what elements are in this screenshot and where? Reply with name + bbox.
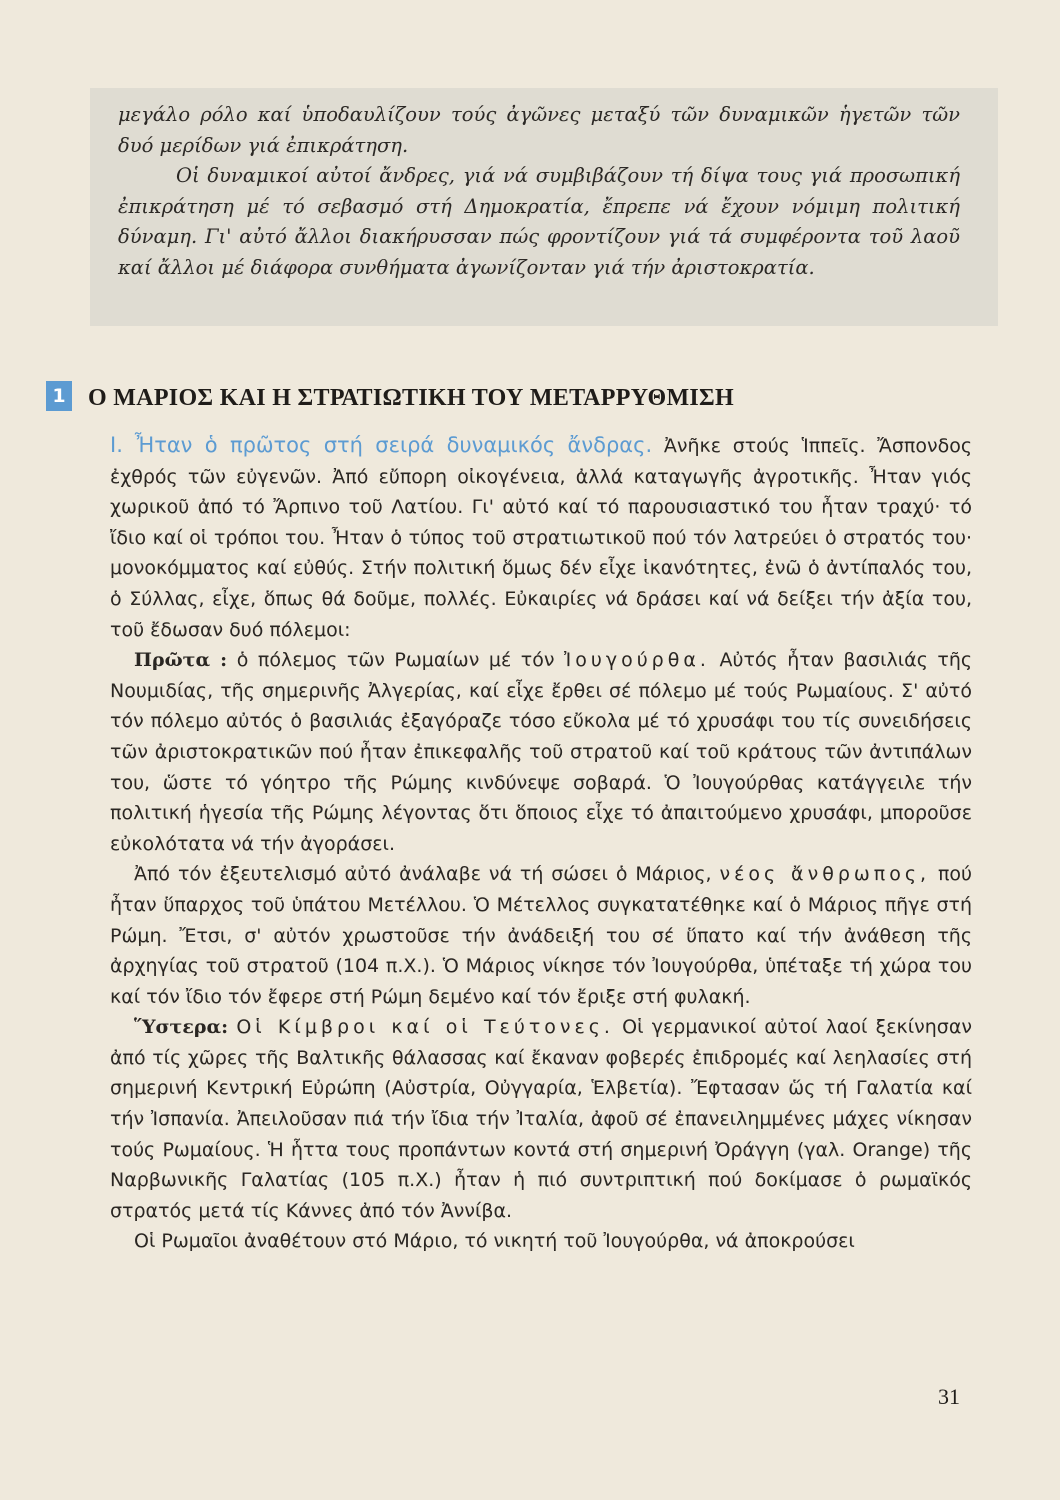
section-number-badge: 1 [46,381,72,411]
intro-paragraph: μεγάλο ρόλο καί ὑποδαυλίζουν τούς ἀγῶνες μεταξύ τῶν δυναμικῶν ἡγετῶν τῶν δυό μερίδων γιά ἐπικράτηση. [118,103,960,157]
paragraph-label: Πρῶτα : [134,649,228,672]
body-text [110,430,972,1257]
intro-paragraph: Οἱ δυναμικοί αὐτοί ἄνδρες, γιά νά συμβιβάζουν τή δίψα τους γιά προσωπική ἐπικράτηση μέ τό σεβασμό στή Δημοκρατία, ἔπρεπε νά ἔχουν νόμιμη πολιτική δύναμη. Γι' αὐτό ἄλλοι διακήρυσσαν πώς φροντίζουν γιά τά συμφέροντα τοῦ λαοῦ καί ἄλλοι μέ διάφορα συνθήματα ἀγωνίζονταν γιά τήν ἀριστοκρατία. [118,164,960,279]
paragraph-text: ὁ πόλεμος τῶν Ρωμαίων μέ τόν [236,649,555,672]
lead-sentence: Ἦταν ὁ πρῶτος στή σειρά δυναμικός ἄνδρας. [134,433,653,457]
body-paragraph [110,859,972,1012]
paragraph-text: Ἀπό τόν ἐξευτελισμό αὐτό ἀνάλαβε νά τή σώσει ὁ Μάριος, [134,863,712,886]
spaced-phrase: νέος ἄνθρωπος, [719,863,931,886]
paragraph-label: Ὕστερα: [134,1016,229,1039]
body-paragraph [110,645,972,859]
paragraph-text: Ἀνῆκε στούς Ἱππεῖς. Ἄσπονδος ἐχθρός τῶν εὐγενῶν. Ἀπό εὔπορη οἰκογένεια, ἀλλά καταγωγῆς ἀγροτικῆς. Ἦταν γιός χωρικοῦ ἀπό τό Ἄρπινο τοῦ Λατίου. Γι' αὐτό καί τό παρουσιαστικό του ἦταν τραχύ· τό ἴδιο καί οἱ τρόποι του. Ἦταν ὁ τύπος τοῦ στρατιωτικοῦ πού τόν λατρεύει ὁ στρατός του· μονοκόμματος καί εὐθύς. Στήν πολιτική ὅμως δέν εἶχε ἱκανότητες, ἐνῶ ὁ ἀντίπαλός του, ὁ Σύλλας, εἶχε, ὅπως θά δοῦμε, πολλές. Εὐκαιρίες νά δράσει καί νά δείξει τήν ἀξία του, τοῦ ἔδωσαν δυό πόλεμοι: [110,435,972,641]
spaced-phrase: Οἱ Κίμβροι καί οἱ Τεύτονες. [236,1016,614,1039]
body-paragraph [110,1012,972,1226]
paragraph-text: Οἱ γερμανικοί αὐτοί λαοί ξεκίνησαν ἀπό τίς χῶρες τῆς Βαλτικῆς θάλασσας καί ἔκαναν φοβερές ἐπιδρομές καί λεηλασίες στή σημερινή Κεντρική Εὐρώπη (Αὐστρία, Οὐγγαρία, Ἑλβετία). Ἔφτασαν ὥς τή Γαλατία καί τήν Ἰσπανία. Ἀπειλοῦσαν πιά τήν ἴδια τήν Ἰταλία, ἀφοῦ σέ ἐπανειλημμένες μάχες νίκησαν τούς Ρωμαίους. Ἡ ἧττα τους προπάντων κοντά στή σημερινή Ὀράγγη (γαλ. Orange) τῆς Ναρβωνικῆς Γαλατίας (105 π.Χ.) ἦταν ἡ πιό συντριπτική πού δοκίμασε ὁ ρωμαϊκός στρατός μετά τίς Κάννες ἀπό τόν Ἀννίβα. [110,1016,972,1222]
paragraph-number: I. [110,433,123,457]
spaced-name: Ἰουγούρθα. [563,649,710,672]
paragraph-text: πού ἦταν ὕπαρχος τοῦ ὑπάτου Μετέλλου. Ὁ Μέτελλος συγκατατέθηκε καί ὁ Μάριος πῆγε στή Ρώμη. Ἔτσι, σ' αὐτόν χρωστοῦσε τήν ἀνάδειξή του σέ ὕπατο καί τήν ἀνάθεση τῆς ἀρχηγίας τοῦ στρατοῦ (104 π.Χ.). Ὁ Μάριος νίκησε τόν Ἰουγούρθα, ὑπέταξε τή χώρα του καί τόν ἴδιο τόν ἔφερε στή Ρώμη δεμένο καί τόν ἔριξε στή φυλακή. [110,863,973,1008]
body-paragraph: Οἱ Ρωμαῖοι ἀναθέτουν στό Μάριο, τό νικητή τοῦ Ἰουγούρθα, νά ἀποκρούσει [134,1230,855,1253]
section-title: Ο ΜΑΡΙΟΣ ΚΑΙ Η ΣΤΡΑΤΙΩΤΙΚΗ ΤΟΥ ΜΕΤΑΡΡΥΘΜΙΣΗ [88,385,734,411]
intro-text [118,100,960,283]
body-paragraph [110,430,972,645]
paragraph-text: Αὐτός ἦταν βασιλιάς τῆς Νουμιδίας, τῆς σημερινῆς Ἀλγερίας, καί εἶχε ἔρθει σέ πόλεμο μέ τούς Ρωμαίους. Σ' αὐτό τόν πόλεμο αὐτός ὁ βασιλιάς ἐξαγόραζε τόσο εὔκολα μέ τό χρυσάφι του τίς συνειδήσεις τῶν ἀριστοκρατικῶν πού ἦταν ἐπικεφαλῆς τοῦ στρατοῦ καί τοῦ κράτους τῶν ἀντιπάλων του, ὥστε τό γόητρο τῆς Ρώμης κινδύνεψε σοβαρά. Ὁ Ἰουγούρθας κατάγγειλε τήν πολιτική ἡγεσία τῆς Ρώμης λέγοντας ὅτι ὅποιος εἶχε τό ἀπαιτούμενο χρυσάφι, μποροῦσε εὐκολότατα νά τήν ἀγοράσει. [110,649,973,855]
page-number: 31 [938,1384,960,1409]
